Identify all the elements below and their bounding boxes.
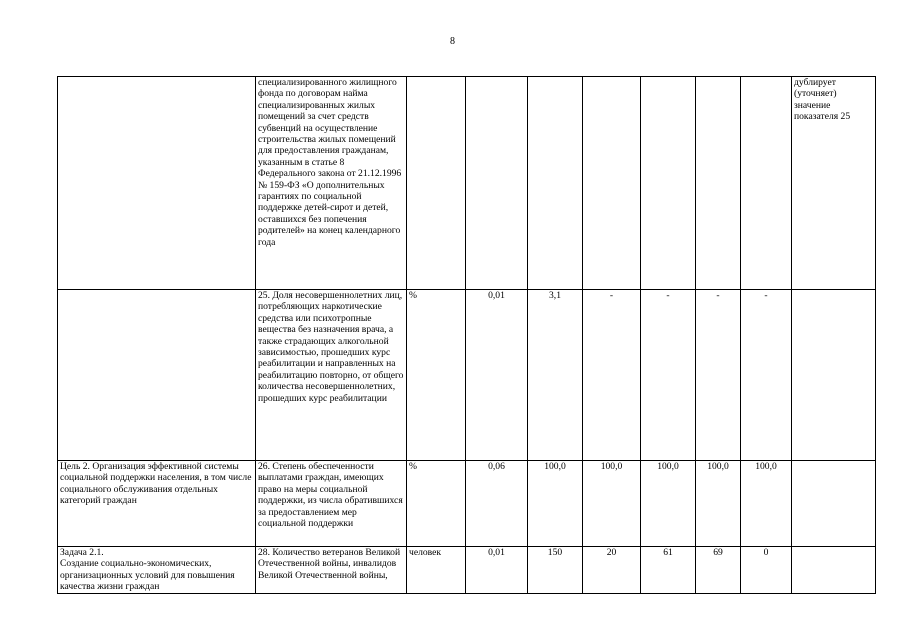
unit-cell: [407, 77, 466, 290]
value-cell: -: [741, 290, 792, 461]
weight-cell: 0,01: [466, 547, 528, 594]
goal-cell: Задача 2.1. Создание социально-экономических, организационных условий для повышения качества жизни граждан: [58, 547, 256, 594]
goal-cell: Цель 2. Организация эффективной системы социальной поддержки населения, в том числе социального обслуживания отдельных категорий граждан: [58, 461, 256, 547]
goal-cell: [58, 290, 256, 461]
value-cell: 100,0: [641, 461, 696, 547]
indicators-table: [57, 76, 876, 594]
note-cell: [792, 461, 876, 547]
value-cell: -: [583, 290, 641, 461]
note-cell: [792, 547, 876, 594]
indicator-cell: 26. Степень обеспеченности выплатами граждан, имеющих право на меры социальной поддержки, из числа обратившихся за предоставлением мер социальной поддержки: [256, 461, 407, 547]
weight-cell: 0,06: [466, 461, 528, 547]
value-cell: 0: [741, 547, 792, 594]
weight-cell: 0,01: [466, 290, 528, 461]
value-cell: [583, 77, 641, 290]
table-row: [58, 290, 876, 461]
unit-cell: %: [407, 290, 466, 461]
value-cell: 100,0: [528, 461, 583, 547]
weight-cell: [466, 77, 528, 290]
value-cell: 100,0: [696, 461, 741, 547]
note-cell: [792, 290, 876, 461]
note-cell: дублирует (уточняет) значение показателя 25: [792, 77, 876, 290]
table-row: [58, 461, 876, 547]
value-cell: [741, 77, 792, 290]
indicator-cell: 28. Количество ветеранов Великой Отечественной войны, инвалидов Великой Отечественной войны,: [256, 547, 407, 594]
value-cell: [528, 77, 583, 290]
value-cell: 100,0: [741, 461, 792, 547]
page-number: 8: [450, 36, 455, 47]
value-cell: 3,1: [528, 290, 583, 461]
table-row: [58, 77, 876, 290]
value-cell: 69: [696, 547, 741, 594]
value-cell: [641, 77, 696, 290]
value-cell: -: [641, 290, 696, 461]
value-cell: 20: [583, 547, 641, 594]
value-cell: 150: [528, 547, 583, 594]
table-row: [58, 547, 876, 594]
value-cell: [696, 77, 741, 290]
value-cell: -: [696, 290, 741, 461]
value-cell: 100,0: [583, 461, 641, 547]
indicator-cell: специализированного жилищного фонда по договорам найма специализированных жилых помещений за счет средств субвенций на осуществление строительства жилых помещений для предоставления гражданам, указанным в статье 8 Федерального закона от 21.12.1996 № 159-ФЗ «О дополнительных гарантиях по социальной поддержке детей-сирот и детей, оставшихся без попечения родителей» на конец календарного года: [256, 77, 407, 290]
goal-cell: [58, 77, 256, 290]
unit-cell: человек: [407, 547, 466, 594]
unit-cell: %: [407, 461, 466, 547]
indicator-cell: 25. Доля несовершеннолетних лиц, потребляющих наркотические средства или психотропные вещества без назначения врача, а также страдающих алкогольной зависимостью, прошедших курс реабилитации и направленных на реабилитацию повторно, от общего количества несовершеннолетних, прошедших курс реабилитации: [256, 290, 407, 461]
value-cell: 61: [641, 547, 696, 594]
